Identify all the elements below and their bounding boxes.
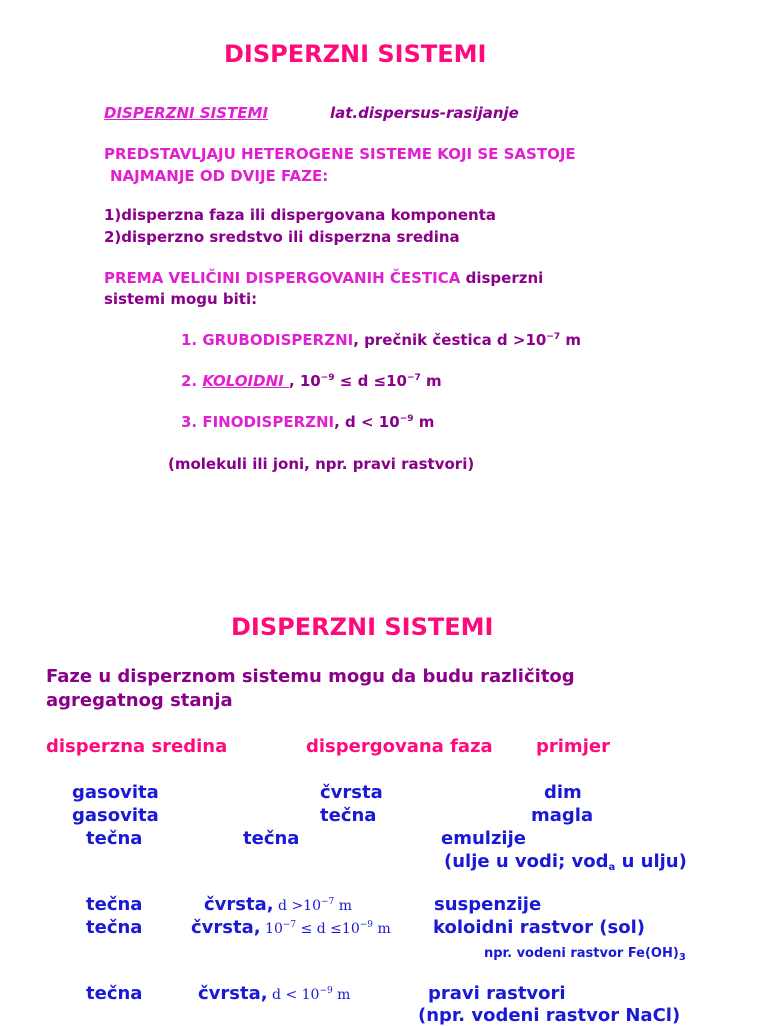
row-true-cond: d < 10	[267, 987, 320, 1003]
row2-phase: tečna	[320, 805, 377, 826]
classification-line2: sistemi mogu biti:	[104, 290, 258, 308]
item1-exp: −7	[546, 332, 561, 342]
item1-label: 1. GRUBODISPERZNI	[181, 331, 354, 349]
definition-line1: PREDSTAVLJAJU HETEROGENE SISTEME KOJI SE SASTOJE	[104, 145, 576, 163]
emulsion-note-a: (ulje u vodi; vod	[444, 851, 609, 872]
row-susp-medium: tečna	[86, 894, 143, 915]
phase2: 2)disperzno sredstvo ili disperzna sredina	[104, 228, 460, 246]
item3-exp: −9	[399, 414, 414, 424]
note: (molekuli ili joni, npr. pravi rastvori)	[168, 455, 475, 473]
row1-example: dim	[544, 782, 582, 803]
emulsion-note-sub: a	[608, 862, 616, 873]
item-koloidni	[181, 372, 442, 390]
row-true-phase: čvrsta,	[198, 983, 268, 1004]
header-example: primjer	[536, 736, 610, 757]
item2-label-link[interactable]: KOLOIDNI	[202, 372, 289, 390]
row2-medium: gasovita	[72, 805, 159, 826]
row-sol-unit: m	[373, 921, 391, 937]
row3-example: emulzije	[441, 828, 526, 849]
row-sol-exp2: −9	[359, 920, 374, 930]
row-susp-unit: m	[334, 898, 353, 914]
row-true-exp: −9	[319, 986, 333, 996]
row-true-unit: m	[332, 987, 351, 1003]
row3-medium: tečna	[86, 828, 143, 849]
item1-unit: m	[560, 331, 581, 349]
row-susp-example: suspenzije	[434, 894, 542, 915]
term-line	[104, 104, 268, 122]
item3-unit: m	[413, 413, 435, 431]
row1-phase: čvrsta	[320, 782, 383, 803]
row-true-example: pravi rastvori	[428, 983, 566, 1004]
row2-example: magla	[531, 805, 594, 826]
row1-medium: gasovita	[72, 782, 159, 803]
term-link[interactable]: DISPERZNI SISTEMI	[104, 104, 269, 122]
classification-rest: disperzni	[460, 269, 544, 287]
slide2-title: DISPERZNI SISTEMI	[231, 613, 494, 641]
item2-unit: m	[420, 372, 442, 390]
item3-label: 3. FINODISPERZNI	[181, 413, 335, 431]
item2-num: 2.	[181, 372, 203, 390]
phase1: 1)disperzna faza ili dispergovana komponenta	[104, 206, 496, 224]
row3-phase: tečna	[243, 828, 300, 849]
row-sol-phase: čvrsta,	[191, 917, 261, 938]
header-medium: disperzna sredina	[46, 736, 228, 757]
classification-line1	[104, 269, 543, 287]
row-true-phase-group	[198, 983, 350, 1004]
sol-note-text: npr. vodeni rastvor Fe(OH)	[484, 946, 679, 961]
emulsion-note	[444, 851, 687, 872]
item2-mid: ≤ d ≤10	[334, 372, 407, 390]
etymology: lat.dispersus-rasijanje	[330, 104, 519, 122]
sol-note	[484, 946, 686, 961]
item2-exp2: −7	[406, 373, 421, 383]
item3-text: , d < 10	[334, 413, 400, 431]
item-finodisperzni	[181, 413, 434, 431]
definition-line2: NAJMANJE OD DVIJE FAZE:	[110, 167, 329, 185]
slide1-title: DISPERZNI SISTEMI	[224, 40, 487, 68]
item-grubodisperzni	[181, 331, 581, 349]
row-true-medium: tečna	[86, 983, 143, 1004]
row-sol-mid: ≤ d ≤10	[296, 921, 360, 937]
row-susp-exp: −7	[321, 897, 335, 907]
row-susp-cond: d >10	[273, 898, 322, 914]
item1-text: , prečnik čestica d >10	[353, 331, 547, 349]
item2-exp1: −9	[320, 373, 335, 383]
classification-lead: PREMA VELIČINI DISPERGOVANIH ČESTICA	[104, 269, 461, 287]
item2-text: , 10	[288, 372, 321, 390]
sol-note-sub: 3	[678, 952, 686, 963]
row-sol-phase-group	[191, 917, 391, 938]
true-note: (npr. vodeni rastvor NaCl)	[418, 1005, 681, 1026]
emulsion-note-b: u ulju)	[615, 851, 687, 872]
row-sol-medium: tečna	[86, 917, 143, 938]
row-susp-phase-group	[204, 894, 352, 915]
row-sol-exp1: −7	[282, 920, 297, 930]
intro-line1: Faze u disperznom sistemu mogu da budu različitog	[46, 666, 575, 687]
intro-line2: agregatnog stanja	[46, 690, 233, 711]
row-sol-cond: 10	[260, 921, 283, 937]
header-phase: dispergovana faza	[306, 736, 493, 757]
row-susp-phase: čvrsta,	[204, 894, 274, 915]
row-sol-example: koloidni rastvor (sol)	[433, 917, 645, 938]
